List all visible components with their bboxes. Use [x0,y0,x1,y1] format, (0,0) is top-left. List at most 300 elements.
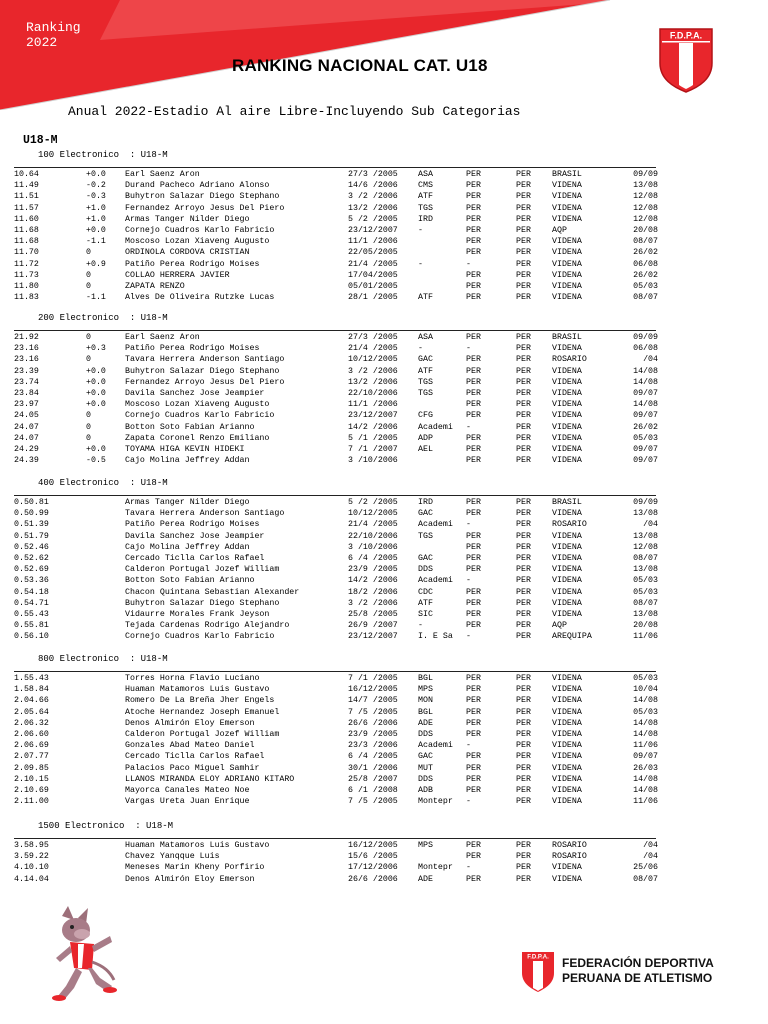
mark-cell: 0.52.46 [14,542,49,552]
mark-cell: 2.06.69 [14,741,49,751]
nationality-cell: PER [466,786,481,795]
date-cell: 11/06 [633,632,658,642]
mark-cell: 2.06.32 [14,718,49,728]
athlete-name-cell: Vargas Ureta Juan Enrique [125,797,250,807]
athlete-name-cell: Chavez Yanqque Luis [125,852,220,862]
date-cell: 09/09 [633,498,658,507]
nationality-cell: PER [466,445,481,454]
venue-cell: VIDENA [552,422,582,432]
federation-cell: PER [516,598,531,608]
mark-cell: 2.07.77 [14,752,49,762]
date-cell: 14/08 [633,400,658,410]
footer-logo-text: F.D.P.A. [527,954,549,961]
nationality-cell: PER [466,587,481,597]
ranking-row [0,531,768,542]
date-cell: 12/08 [633,203,658,213]
athlete-name-cell: TOYAMA HIGA KEVIN HIDEKI [125,445,245,454]
club-cell: DDS [418,730,433,739]
ranking-row [0,259,768,270]
birth-date-cell: 6 /4 /2005 [348,752,398,762]
ranking-row [0,553,768,564]
athlete-name-cell: Cornejo Cuadros Karlo Fabricio [125,632,275,642]
venue-cell: VIDENA [552,214,582,224]
mark-cell: 24.07 [14,422,39,432]
venue-cell: VIDENA [552,509,582,519]
venue-cell: AQP [552,621,567,631]
club-cell: MUT [418,763,433,773]
nationality-cell: PER [466,203,481,213]
birth-date-cell: 11/1 /2006 [348,237,398,247]
venue-cell: VIDENA [552,610,582,619]
date-cell: 20/08 [633,621,658,631]
mark-cell: 1.55.43 [14,674,49,683]
date-cell: 09/07 [633,445,658,454]
nationality-cell: PER [466,718,481,728]
ranking-row [0,281,768,292]
nationality-cell: PER [466,366,481,376]
birth-date-cell: 22/10/2006 [348,389,398,398]
ranking-row [0,519,768,530]
ranking-row [0,631,768,642]
athlete-name-cell: Cornejo Cuadros Karlo Fabricio [125,226,275,235]
ranking-row [0,292,768,303]
ranking-row [0,433,768,444]
athlete-name-cell: Torres Horna Flavio Luciano [125,674,260,683]
club-cell: GAC [418,509,433,519]
mark-cell: 2.05.64 [14,707,49,717]
federation-cell: PER [516,456,531,466]
wind-cell: +0.0 [86,400,106,410]
date-cell: 11/06 [633,741,658,751]
venue-cell: VIDENA [552,445,582,454]
venue-cell: ROSARIO [552,355,587,365]
date-cell: 05/03 [633,674,658,683]
nationality-cell: PER [466,763,481,773]
birth-date-cell: 11/1 /2006 [348,400,398,410]
federation-cell: PER [516,400,531,410]
nationality-cell: PER [466,498,481,507]
event-title: 400 Electronico : U18-M [38,478,168,488]
club-cell: MON [418,696,433,706]
birth-date-cell: 7 /5 /2005 [348,797,398,807]
nationality-cell: PER [466,685,481,695]
date-cell: /04 [643,520,658,530]
mark-cell: 23.97 [14,400,39,410]
nationality-cell: - [466,797,471,807]
mark-cell: 11.60 [14,214,39,224]
wind-cell: -1.1 [86,237,106,247]
venue-cell: VIDENA [552,685,582,695]
mark-cell: 0.50.81 [14,498,49,507]
wind-cell: -0.2 [86,181,106,191]
date-cell: 14/08 [633,730,658,739]
ranking-row [0,695,768,706]
ranking-row [0,718,768,729]
mark-cell: 24.39 [14,456,39,466]
venue-cell: VIDENA [552,542,582,552]
wind-cell: 0 [86,433,91,443]
club-cell: Montepr [418,797,453,807]
athlete-name-cell: Chacon Quintana Sebastian Alexander [125,587,300,597]
nationality-cell: PER [466,542,481,552]
federation-cell: PER [516,610,531,619]
nationality-cell: PER [466,752,481,762]
mark-cell: 2.11.00 [14,797,49,807]
nationality-cell: PER [466,214,481,224]
athlete-name-cell: Mayorca Canales Mateo Noe [125,786,250,795]
ranking-row [0,508,768,519]
venue-cell: VIDENA [552,531,582,541]
club-cell: - [418,621,423,631]
mark-cell: 4.14.04 [14,874,49,884]
birth-date-cell: 3 /2 /2006 [348,192,398,202]
ranking-row [0,203,768,214]
club-cell: ATF [418,293,433,303]
mark-cell: 0.54.71 [14,598,49,608]
wind-cell: +0.0 [86,377,106,387]
wind-cell: +0.3 [86,344,106,354]
nationality-cell: PER [466,433,481,443]
section-rule [14,330,656,331]
nationality-cell: - [466,741,471,751]
nationality-cell: PER [466,333,481,342]
mascot-illustration [48,906,122,1002]
federation-cell: PER [516,730,531,739]
nationality-cell: PER [466,598,481,608]
category-header: U18-M [23,134,58,147]
federation-cell: PER [516,531,531,541]
venue-cell: VIDENA [552,377,582,387]
birth-date-cell: 7 /1 /2007 [348,445,398,454]
nationality-cell: PER [466,226,481,235]
federation-name-line1: FEDERACIÓN DEPORTIVA [562,956,714,970]
nationality-cell: PER [466,181,481,191]
wind-cell: +0.0 [86,445,106,454]
federation-cell: PER [516,774,531,784]
federation-cell: PER [516,707,531,717]
mark-cell: 23.39 [14,366,39,376]
mark-cell: 21.92 [14,333,39,342]
venue-cell: VIDENA [552,587,582,597]
athlete-name-cell: Cercado Ticlla Carlos Rafael [125,554,265,563]
mark-cell: 4.10.10 [14,863,49,873]
nationality-cell: PER [466,400,481,410]
athlete-name-cell: COLLAO HERRERA JAVIER [125,270,230,280]
athlete-name-cell: ZAPATA RENZO [125,282,185,291]
athlete-name-cell: Huaman Matamoros Luis Gustavo [125,841,270,850]
nationality-cell: PER [466,565,481,575]
date-cell: 26/03 [633,763,658,773]
date-cell: 12/08 [633,542,658,552]
event-title: 1500 Electronico : U18-M [38,821,174,831]
venue-cell: VIDENA [552,248,582,258]
ranking-row [0,840,768,851]
birth-date-cell: 13/2 /2006 [348,377,398,387]
nationality-cell: PER [466,192,481,202]
nationality-cell: - [466,632,471,642]
birth-date-cell: 14/7 /2005 [348,696,398,706]
nationality-cell: PER [466,389,481,398]
venue-cell: VIDENA [552,774,582,784]
section-rule [14,838,656,839]
federation-cell: PER [516,763,531,773]
date-cell: 13/08 [633,531,658,541]
athlete-name-cell: Botton Soto Fabian Arianno [125,422,255,432]
mark-cell: 11.68 [14,226,39,235]
nationality-cell: PER [466,730,481,739]
date-cell: 09/07 [633,389,658,398]
birth-date-cell: 25/8 /2005 [348,610,398,619]
birth-date-cell: 22/10/2006 [348,531,398,541]
report-subtitle: Anual 2022-Estadio Al aire Libre-Incluyendo Sub Categorias [68,104,521,119]
nationality-cell: PER [466,621,481,631]
mark-cell: 23.16 [14,355,39,365]
mark-cell: 0.54.18 [14,587,49,597]
wind-cell: 0 [86,355,91,365]
nationality-cell: PER [466,707,481,717]
date-cell: 13/08 [633,181,658,191]
wind-cell: 0 [86,270,91,280]
federation-cell: PER [516,214,531,224]
athlete-name-cell: Fernandez Arroyo Jesus Del Piero [125,203,285,213]
athlete-name-cell: ORDINOLA CORDOVA CRISTIAN [125,248,250,258]
athlete-name-cell: Tavara Herrera Anderson Santiago [125,509,285,519]
athlete-name-cell: Calderon Portugal Jozef William [125,565,280,575]
date-cell: 12/08 [633,214,658,224]
club-cell: CFG [418,411,433,421]
athlete-name-cell: Davila Sanchez Jose Jeampier [125,531,265,541]
ranking-row [0,620,768,631]
birth-date-cell: 23/12/2007 [348,226,398,235]
date-cell: 12/08 [633,192,658,202]
federation-cell: PER [516,422,531,432]
federation-cell: PER [516,786,531,795]
ranking-row [0,774,768,785]
ranking-row [0,270,768,281]
year-label: 2022 [26,35,58,50]
birth-date-cell: 10/12/2005 [348,509,398,519]
federation-cell: PER [516,192,531,202]
date-cell: /04 [643,355,658,365]
mark-cell: 0.50.99 [14,509,49,519]
nationality-cell: - [466,259,471,269]
birth-date-cell: 3 /2 /2006 [348,366,398,376]
birth-date-cell: 26/6 /2006 [348,874,398,884]
ranking-row [0,609,768,620]
ranking-row [0,332,768,343]
venue-cell: ROSARIO [552,841,587,850]
date-cell: 05/03 [633,282,658,291]
federation-cell: PER [516,226,531,235]
venue-cell: VIDENA [552,797,582,807]
federation-cell: PER [516,841,531,850]
wind-cell: +0.9 [86,259,106,269]
federation-cell: PER [516,498,531,507]
athlete-name-cell: Fernandez Arroyo Jesus Del Piero [125,377,285,387]
date-cell: 14/08 [633,718,658,728]
athlete-name-cell: Denos Almirón Eloy Emerson [125,874,255,884]
wind-cell: 0 [86,411,91,421]
ranking-row [0,366,768,377]
venue-cell: VIDENA [552,456,582,466]
ranking-label: Ranking [26,20,81,35]
birth-date-cell: 18/2 /2006 [348,587,398,597]
mark-cell: 11.51 [14,192,39,202]
federation-cell: PER [516,718,531,728]
venue-cell: VIDENA [552,786,582,795]
athlete-name-cell: Zapata Coronel Renzo Emiliano [125,433,270,443]
federation-cell: PER [516,366,531,376]
athlete-name-cell: Armas Tanger Nilder Diego [125,498,250,507]
date-cell: 05/03 [633,707,658,717]
birth-date-cell: 27/3 /2005 [348,333,398,342]
ranking-row [0,740,768,751]
birth-date-cell: 21/4 /2005 [348,259,398,269]
federation-cell: PER [516,170,531,179]
federation-cell: PER [516,355,531,365]
ranking-row [0,444,768,455]
date-cell: 26/02 [633,248,658,258]
birth-date-cell: 28/1 /2005 [348,293,398,303]
mark-cell: 2.06.60 [14,730,49,739]
venue-cell: BRASIL [552,333,582,342]
birth-date-cell: 5 /1 /2005 [348,433,398,443]
mark-cell: 0.51.79 [14,531,49,541]
mark-cell: 11.57 [14,203,39,213]
ranking-row [0,564,768,575]
date-cell: 08/07 [633,874,658,884]
date-cell: 06/08 [633,344,658,354]
venue-cell: VIDENA [552,718,582,728]
federation-cell: PER [516,632,531,642]
club-cell: TGS [418,203,433,213]
date-cell: 26/02 [633,270,658,280]
nationality-cell: PER [466,411,481,421]
venue-cell: BRASIL [552,170,582,179]
venue-cell: AREQUIPA [552,632,592,642]
federation-cell: PER [516,685,531,695]
athlete-name-cell: Tejada Cardenas Rodrigo Alejandro [125,621,290,631]
nationality-cell: PER [466,248,481,258]
venue-cell: VIDENA [552,259,582,269]
federation-cell: PER [516,333,531,342]
mark-cell: 2.09.85 [14,763,49,773]
mark-cell: 0.55.43 [14,610,49,619]
ranking-row [0,598,768,609]
mark-cell: 2.10.15 [14,774,49,784]
date-cell: 13/08 [633,565,658,575]
federation-cell: PER [516,797,531,807]
venue-cell: VIDENA [552,598,582,608]
birth-date-cell: 7 /5 /2005 [348,707,398,717]
athlete-name-cell: Romero De La Breña Jher Engels [125,696,275,706]
date-cell: 20/08 [633,226,658,235]
wind-cell: -1.1 [86,293,106,303]
birth-date-cell: 14/2 /2006 [348,576,398,586]
birth-date-cell: 23/12/2007 [348,411,398,421]
nationality-cell: PER [466,774,481,784]
page-title: RANKING NACIONAL CAT. U18 [232,56,488,75]
venue-cell: VIDENA [552,203,582,213]
athlete-name-cell: Patiño Perea Rodrigo Moises [125,259,260,269]
federation-cell: PER [516,377,531,387]
club-cell: MPS [418,685,433,695]
nationality-cell: PER [466,377,481,387]
club-cell: Academi [418,576,453,586]
nationality-cell: PER [466,237,481,247]
date-cell: 13/08 [633,509,658,519]
federation-cell: PER [516,554,531,563]
birth-date-cell: 23/3 /2006 [348,741,398,751]
nationality-cell: PER [466,610,481,619]
federation-cell: PER [516,576,531,586]
venue-cell: AQP [552,226,567,235]
venue-cell: VIDENA [552,674,582,683]
mark-cell: 2.04.66 [14,696,49,706]
ranking-row [0,497,768,508]
venue-cell: VIDENA [552,293,582,303]
nationality-cell: PER [466,841,481,850]
ranking-row [0,455,768,466]
federation-cell: PER [516,621,531,631]
date-cell: 05/03 [633,433,658,443]
ranking-row [0,225,768,236]
birth-date-cell: 26/9 /2007 [348,621,398,631]
mark-cell: 23.84 [14,389,39,398]
club-cell: ATF [418,192,433,202]
footer-shield-logo [520,951,556,993]
ranking-row [0,236,768,247]
club-cell: Montepr [418,863,453,873]
ranking-row [0,377,768,388]
ranking-row [0,247,768,258]
date-cell: 09/07 [633,456,658,466]
birth-date-cell: 16/12/2005 [348,841,398,850]
federation-cell: PER [516,389,531,398]
club-cell: DDS [418,774,433,784]
wind-cell: +0.0 [86,226,106,235]
ranking-row [0,354,768,365]
ranking-row [0,785,768,796]
nationality-cell: PER [466,852,481,862]
venue-cell: VIDENA [552,554,582,563]
athlete-name-cell: Vidaurre Morales Frank Jeyson [125,610,270,619]
nationality-cell: PER [466,282,481,291]
mark-cell: 11.68 [14,237,39,247]
nationality-cell: - [466,520,471,530]
venue-cell: VIDENA [552,707,582,717]
club-cell: ATF [418,598,433,608]
venue-cell: VIDENA [552,863,582,873]
club-cell: - [418,259,423,269]
nationality-cell: PER [466,270,481,280]
venue-cell: VIDENA [552,576,582,586]
athlete-name-cell: Buhytron Salazar Diego Stephano [125,366,280,376]
ranking-row [0,191,768,202]
venue-cell: VIDENA [552,400,582,410]
club-cell: TGS [418,389,433,398]
athlete-name-cell: Meneses Marin Kheny Porfirio [125,863,265,873]
club-cell: - [418,344,423,354]
mark-cell: 11.80 [14,282,39,291]
venue-cell: VIDENA [552,181,582,191]
mark-cell: 24.07 [14,433,39,443]
ranking-row [0,399,768,410]
mark-cell: 11.73 [14,270,39,280]
venue-cell: VIDENA [552,282,582,291]
federation-cell: PER [516,696,531,706]
club-cell: GAC [418,752,433,762]
